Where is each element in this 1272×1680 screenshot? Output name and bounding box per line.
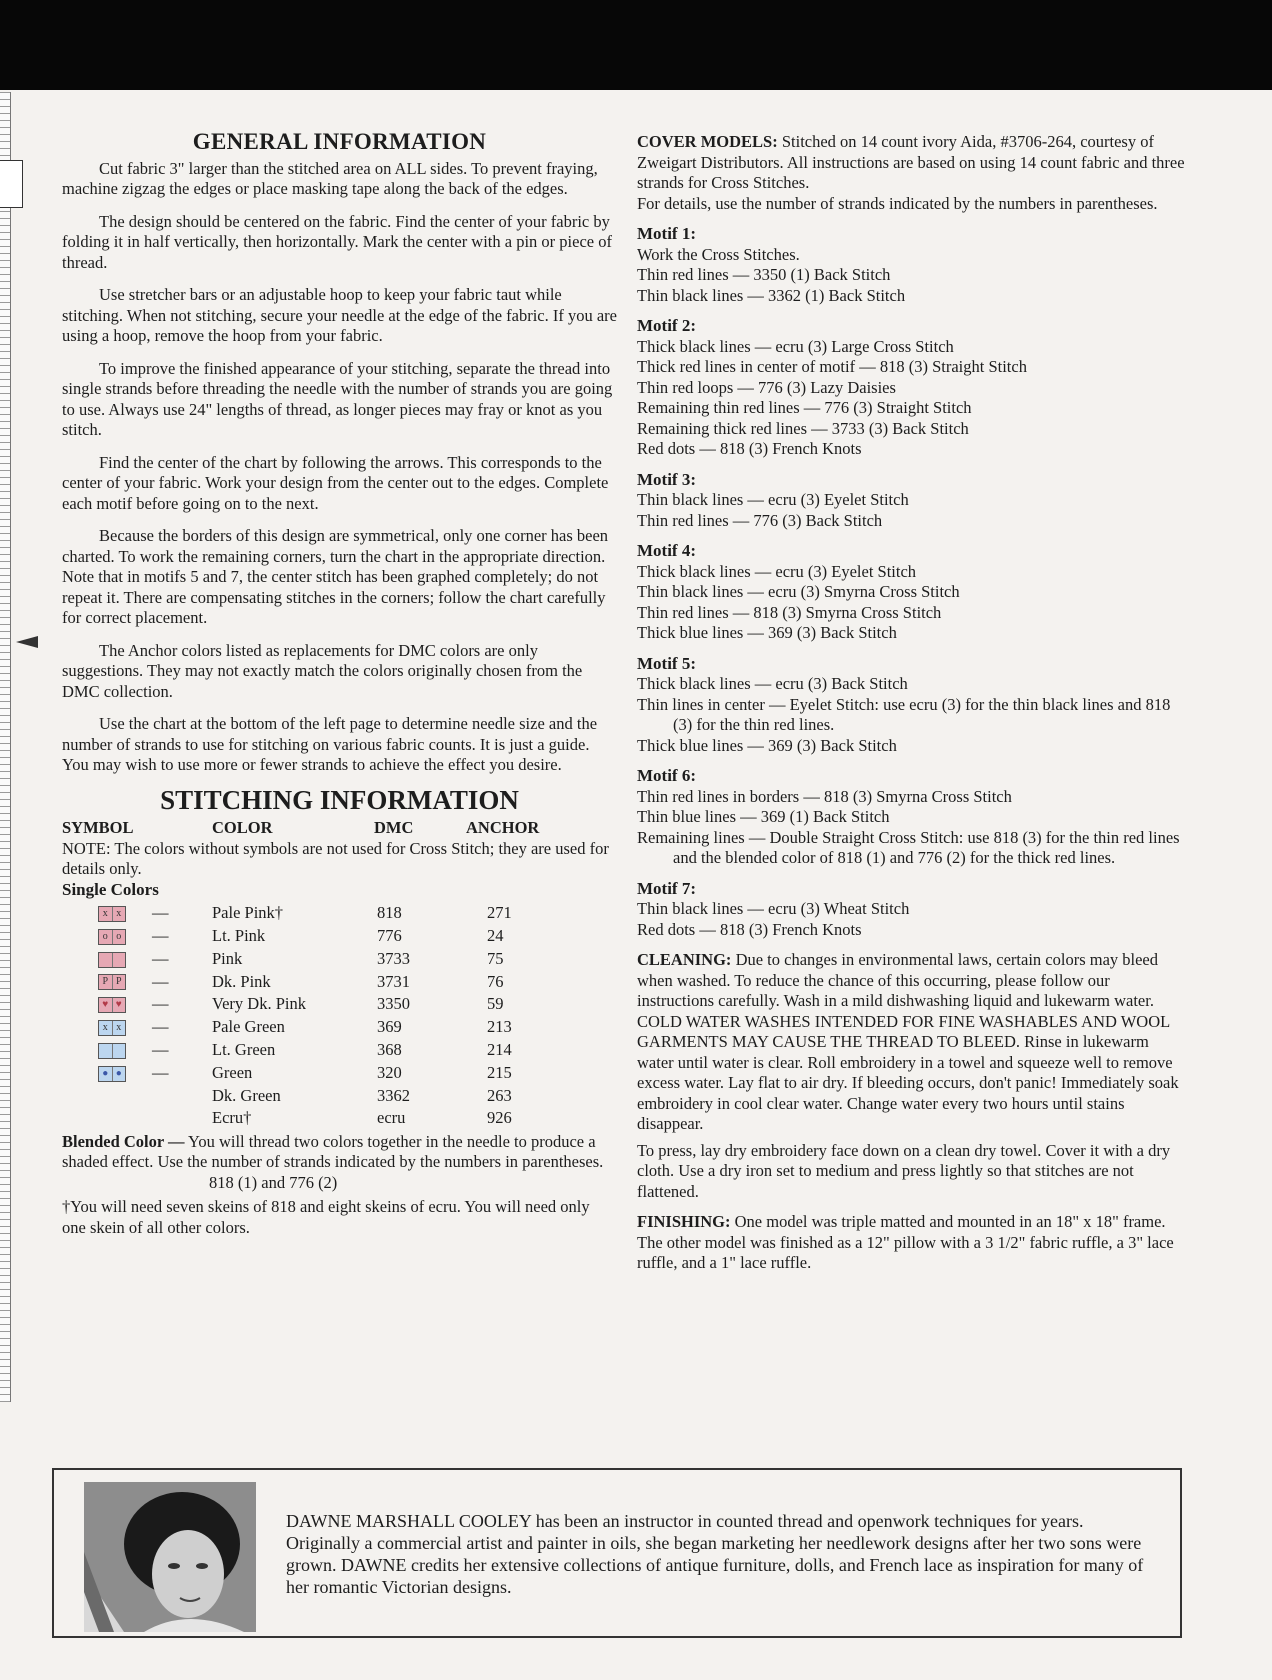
color-name: Green <box>212 1062 253 1082</box>
symbol-glyph: x <box>116 908 122 919</box>
symbol-dash: — <box>152 903 169 923</box>
general-paragraph: Because the borders of this design are symmetrical, only one corner has been charted. To work the remaining corners, turn the chart in the appropriate direction. Note that in motifs 5 and 7, the center stitch has been graphed completely; do not repeat it. There are compensating stitches in the corners; follow the chart carefully for correct placement. <box>62 526 609 627</box>
color-name: Lt. Green <box>212 1039 276 1059</box>
dmc-number: 320 <box>377 1062 402 1082</box>
symbol-glyph: ● <box>99 1067 113 1081</box>
motif-instruction: Remaining lines — Double Straight Cross Stitch: use 818 (3) for the thin red lines and the blended color of 818 (1) and 776 (2) for the thick red lines. <box>637 827 1180 867</box>
color-name: Pale Pink† <box>212 903 284 923</box>
color-row <box>152 1107 617 1130</box>
color-row <box>152 948 617 971</box>
motif-title: Motif 3: <box>637 469 697 489</box>
anchor-number: 24 <box>487 925 504 945</box>
motif-instruction: Thin black lines — ecru (3) Wheat Stitch <box>637 899 910 918</box>
motif-instruction: Thin red lines — 3350 (1) Back Stitch <box>637 265 891 284</box>
blended-value: 818 (1) and 776 (2) <box>209 1172 338 1192</box>
cover-label: COVER MODELS: <box>637 132 778 151</box>
symbol-glyph <box>99 953 113 967</box>
motif-section <box>637 766 1189 869</box>
symbol-glyph: ♥ <box>115 999 122 1011</box>
cleaning-text: Due to changes in environmental laws, certain colors may bleed when washed. To reduce the chance of this occurring, please follow our instructions carefully. Wash in a mild dishwashing liquid and lukewarm water. COLD WATER WASHES INTENDED FOR FINE WASHABLES AND WOOL GARMENTS MAY CAUSE THE THREAD TO BLEED. Rinse in lukewarm water until water is clear. Roll embroidery in a towel and squeeze well to remove excess water. Lay flat to air dry. If bleeding occurs, don't panic! Immediately soak embroidery in cool clear water. Change water every two hours until stains disappear. <box>637 950 1179 1133</box>
finishing-section <box>637 1212 1189 1274</box>
symbol-glyph: P <box>99 975 113 989</box>
stitch-symbol-icon <box>98 952 126 968</box>
anchor-header: ANCHOR <box>466 818 540 837</box>
color-row <box>152 925 617 948</box>
motif-title: Motif 2: <box>637 316 697 335</box>
motif-instruction: Remaining thick red lines — 3733 (3) Back Stitch <box>637 418 969 438</box>
general-paragraph: To improve the finished appearance of your stitching, separate the thread into single strands before threading the needle with the number of strands you are going to use. Always use 24" lengths of thread, as longer pieces may fray or knot as you stitch. <box>62 358 613 439</box>
stitch-symbol-icon <box>98 974 126 990</box>
dmc-number: 776 <box>377 925 402 945</box>
color-row <box>152 1084 617 1107</box>
motif-title: Motif 4: <box>637 541 697 560</box>
finishing-text: One model was triple matted and mounted in an 18" x 18" frame. The other model was finished as a 12" pillow with a 3 1/2" fabric ruffle, a 3" lace ruffle, and a 1" lace ruffle. <box>637 1212 1174 1272</box>
color-name: Ecru† <box>212 1108 252 1128</box>
motif-instruction: Thin red lines — 776 (3) Back Stitch <box>637 510 883 530</box>
cleaning-section <box>637 950 1189 1135</box>
left-column <box>62 129 617 1238</box>
motif-instruction: Thick black lines — ecru (3) Back Stitch <box>637 674 908 693</box>
color-row <box>152 1062 617 1085</box>
color-note: NOTE: The colors without symbols are not used for Cross Stitch; they are used for details only. <box>62 838 609 878</box>
chart-grid-edge <box>0 92 11 1402</box>
anchor-number: 76 <box>487 971 504 991</box>
motif-list <box>637 224 1189 940</box>
symbol-glyph: ♥ <box>99 998 113 1012</box>
center-arrow-icon <box>16 636 38 648</box>
symbol-glyph: o <box>99 930 113 944</box>
anchor-number: 263 <box>487 1085 512 1105</box>
symbol-dash: — <box>152 948 169 968</box>
scanner-top-band <box>0 0 1272 90</box>
symbol-dash: — <box>152 971 169 991</box>
color-row <box>152 1016 617 1039</box>
motif-instruction: Thick blue lines — 369 (3) Back Stitch <box>637 735 897 755</box>
anchor-number: 59 <box>487 994 504 1014</box>
motif-instruction: Thin black lines — 3362 (1) Back Stitch <box>637 285 906 305</box>
symbol-column <box>62 902 152 1130</box>
motif-instruction: Red dots — 818 (3) French Knots <box>637 439 862 458</box>
designer-bio-text: DAWNE MARSHALL COOLEY has been an instructor in counted thread and openwork techniques for years. Originally a commercial artist and painter in oils, she began marketing her needlework designs after her two sons were grown. DAWNE credits her extensive collections of antique furniture, dolls, and French lace as inspiration for many of her romantic Victorian designs. <box>286 1511 1144 1597</box>
general-paragraph: The design should be centered on the fabric. Find the center of your fabric by folding it in half vertically, then horizontally. Mark the center with a pin or piece of thread. <box>62 211 612 272</box>
general-paragraph: The Anchor colors listed as replacements for DMC colors are only suggestions. They may not exactly match the colors originally chosen from the DMC collection. <box>62 640 583 701</box>
motif-instruction: Thin black lines — ecru (3) Eyelet Stitch <box>637 490 909 509</box>
symbol-dash: — <box>152 1017 169 1037</box>
motif-instruction: Thin lines in center — Eyelet Stitch: use ecru (3) for the thin black lines and 818 (3) for the thin red lines. <box>637 694 1171 734</box>
symbol-dash: — <box>152 1062 169 1082</box>
finishing-label: FINISHING: <box>637 1212 731 1231</box>
cover-models <box>637 132 1189 194</box>
stitch-symbol-icon <box>98 1020 126 1036</box>
motif-instruction: Work the Cross Stitches. <box>637 244 800 264</box>
color-name: Dk. Pink <box>212 971 271 991</box>
symbol-glyph <box>113 1044 126 1058</box>
motif-section <box>637 470 1189 532</box>
designer-bio-box <box>52 1468 1182 1638</box>
cover-details: For details, use the number of strands indicated by the numbers in parentheses. <box>637 193 1158 213</box>
dmc-number: 3731 <box>377 971 410 991</box>
dmc-number: ecru <box>377 1108 406 1128</box>
symbol-glyph: o <box>116 930 122 942</box>
motif-instruction: Thin red lines — 818 (3) Smyrna Cross Stitch <box>637 602 942 622</box>
anchor-number: 926 <box>487 1108 512 1128</box>
motif-section <box>637 879 1189 941</box>
anchor-number: 214 <box>487 1039 512 1059</box>
motif-section <box>637 541 1189 644</box>
motif-instruction: Thin blue lines — 369 (1) Back Stitch <box>637 807 890 826</box>
color-row <box>152 970 617 993</box>
anchor-number: 215 <box>487 1062 512 1082</box>
motif-title: Motif 5: <box>637 653 697 673</box>
motif-section <box>637 224 1189 306</box>
symbol-header: SYMBOL <box>62 818 134 837</box>
motif-instruction: Thick blue lines — 369 (3) Back Stitch <box>637 623 897 642</box>
chart-edge-box <box>0 160 23 208</box>
dmc-number: 368 <box>377 1039 402 1059</box>
right-column <box>637 132 1189 1274</box>
motif-instruction: Thin black lines — ecru (3) Smyrna Cross Stitch <box>637 582 960 601</box>
stitch-symbol-icon <box>98 929 126 945</box>
symbol-glyph: x <box>99 1021 113 1035</box>
anchor-number: 75 <box>487 948 504 968</box>
color-name: Pink <box>212 948 243 968</box>
general-paragraph: Use the chart at the bottom of the left page to determine needle size and the number of strands to use for stitching on various fabric counts. It is just a guide. You may wish to use more or fewer strands to achieve the effect you desire. <box>62 714 598 774</box>
motif-title: Motif 1: <box>637 224 697 243</box>
anchor-number: 213 <box>487 1017 512 1037</box>
color-name: Pale Green <box>212 1017 285 1037</box>
motif-instruction: Thick red lines in center of motif — 818 (3) Straight Stitch <box>637 357 1027 376</box>
general-information-heading: GENERAL INFORMATION <box>192 129 487 154</box>
motif-section <box>637 316 1189 460</box>
motif-instruction: Thick black lines — ecru (3) Eyelet Stitch <box>637 561 917 581</box>
dmc-number: 3733 <box>377 948 410 968</box>
motif-instruction: Remaining thin red lines — 776 (3) Straight Stitch <box>637 398 972 417</box>
blended-label: Blended Color — <box>62 1131 185 1151</box>
symbol-glyph: ● <box>115 1067 122 1079</box>
general-paragraph: Cut fabric 3" larger than the stitched area on ALL sides. To prevent fraying, machine zigzag the edges or place masking tape along the back of the edges. <box>62 158 598 198</box>
motif-instruction: Thin red loops — 776 (3) Lazy Daisies <box>637 377 896 397</box>
designer-photo <box>84 1482 256 1632</box>
symbol-glyph: P <box>115 976 122 988</box>
color-row <box>152 902 617 925</box>
blended-text: You will thread two colors together in the needle to produce a shaded effect. Use the number of strands indicated by the numbers in parentheses. <box>62 1131 604 1172</box>
color-name: Very Dk. Pink <box>212 994 306 1014</box>
motif-section <box>637 654 1189 757</box>
stitch-symbol-icon <box>98 1043 126 1059</box>
blended-color <box>62 1132 617 1173</box>
dmc-number: 3362 <box>377 1085 410 1105</box>
motif-instruction: Red dots — 818 (3) French Knots <box>637 919 862 939</box>
cleaning-label: CLEANING: <box>637 950 732 969</box>
skein-footnote: †You will need seven skeins of 818 and eight skeins of ecru. You will need only one skein of all other colors. <box>62 1197 590 1237</box>
color-row <box>152 993 617 1016</box>
color-table <box>62 902 617 1130</box>
symbol-dash: — <box>152 925 169 945</box>
dmc-number: 818 <box>377 903 402 923</box>
symbol-dash: — <box>152 994 169 1014</box>
symbol-glyph <box>113 953 126 967</box>
motif-title: Motif 6: <box>637 766 697 785</box>
dmc-header: DMC <box>374 818 414 837</box>
general-paragraph: Use stretcher bars or an adjustable hoop to keep your fabric taut while stitching. When not stitching, secure your needle at the edge of the fabric. If you are using a hoop, remove the hoop from your fabric. <box>62 285 617 345</box>
color-table-header <box>62 818 617 839</box>
anchor-number: 271 <box>487 903 512 923</box>
dmc-number: 369 <box>377 1017 402 1037</box>
single-colors-label: Single Colors <box>62 879 159 899</box>
color-row <box>152 1039 617 1062</box>
stitch-symbol-icon <box>98 906 126 922</box>
motif-instruction: Thin red lines in borders — 818 (3) Smyrna Cross Stitch <box>637 786 1012 806</box>
stitch-symbol-icon <box>98 1066 126 1082</box>
cover-text: Stitched on 14 count ivory Aida, #3706-264, courtesy of Zweigart Distributors. All instructions are based on using 14 count fabric and three strands for Cross Stitches. <box>637 132 1185 192</box>
symbol-glyph <box>99 1044 113 1058</box>
color-header: COLOR <box>212 818 273 837</box>
general-paragraph: Find the center of the chart by following the arrows. This corresponds to the center of your fabric. Work your design from the center out to the edges. Complete each motif before going on to the next. <box>62 452 609 513</box>
dmc-number: 3350 <box>377 994 410 1014</box>
symbol-glyph: x <box>116 1022 122 1033</box>
stitching-information-heading: STITCHING INFORMATION <box>160 784 519 815</box>
motif-instruction: Thick black lines — ecru (3) Large Cross Stitch <box>637 336 954 356</box>
color-name: Dk. Green <box>212 1085 281 1105</box>
motif-title: Motif 7: <box>637 878 697 898</box>
symbol-glyph: x <box>99 907 113 921</box>
symbol-dash: — <box>152 1039 169 1059</box>
general-paragraphs <box>62 159 617 776</box>
color-rows <box>152 902 617 1130</box>
color-name: Lt. Pink <box>212 925 266 945</box>
stitch-symbol-icon <box>98 997 126 1013</box>
pressing-instructions: To press, lay dry embroidery face down on a clean dry towel. Cover it with a dry cloth. Use a dry iron set to medium and press lightly so that stitches are not flattened. <box>637 1140 1171 1201</box>
